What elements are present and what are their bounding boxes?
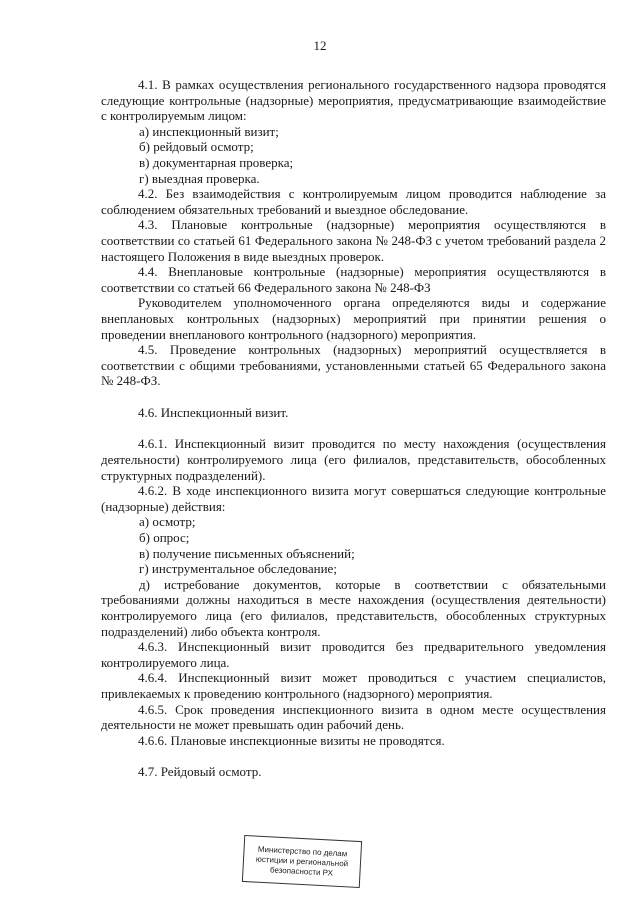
section-4-7-heading: 4.7. Рейдовый осмотр. xyxy=(138,764,262,780)
ministry-stamp xyxy=(242,835,362,888)
section-4-6-2-item-c: в) получение письменных объяснений; xyxy=(139,545,355,561)
section-4-6-2-intro: 4.6.2. В ходе инспекционного визита могут совершаться следующие контрольные (надзорные) действия: xyxy=(101,483,606,514)
section-4-6-heading: 4.6. Инспекционный визит. xyxy=(138,404,289,420)
section-4-6-2-item-a: а) осмотр; xyxy=(139,514,196,530)
section-4-3: 4.3. Плановые контрольные (надзорные) мероприятия осуществляются в соответствии со статьей 61 Федерального закона № 248-ФЗ с учетом требований раздела 2 настоящего Положения в виде выездных проверок. xyxy=(101,217,606,264)
document-body xyxy=(101,77,606,780)
section-4-6-2-item-e: д) истребование документов, которые в соответствии с обязательными требованиями должны находиться в месте нахождения (осуществления деятельности) контролируемого лица (его филиалов, представительств, обособленных структурных подразделений) либо объекта контроля. xyxy=(101,576,606,639)
spacer xyxy=(101,389,606,405)
section-4-6-2-item-d: г) инструментальное обследование; xyxy=(139,561,337,577)
section-4-1-item-b: б) рейдовый осмотр; xyxy=(139,139,254,155)
section-4-5: 4.5. Проведение контрольных (надзорных) мероприятий осуществляется в соответствии с общими требованиями, установленными статьей 65 Федерального закона № 248-ФЗ. xyxy=(101,342,606,389)
section-4-1-item-c: в) документарная проверка; xyxy=(139,154,294,170)
section-4-1-intro: 4.1. В рамках осуществления регионального государственного надзора проводятся следующие контрольные (надзорные) мероприятия, предусматривающие взаимодействие с контролируемым лицом: xyxy=(101,77,606,124)
section-4-6-6: 4.6.6. Плановые инспекционные визиты не проводятся. xyxy=(138,732,445,748)
stamp-line-3: безопасности РХ xyxy=(269,864,334,878)
spacer xyxy=(101,420,606,436)
page-number: 12 xyxy=(313,38,327,53)
section-4-6-4: 4.6.4. Инспекционный визит может проводиться с участием специалистов, привлекаемых к проведению контрольного (надзорного) мероприятия. xyxy=(101,670,606,701)
spacer xyxy=(101,748,606,764)
section-4-6-1: 4.6.1. Инспекционный визит проводится по месту нахождения (осуществления деятельности) контролируемого лица (его филиалов, представительств, обособленных структурных подразделений). xyxy=(101,436,606,483)
section-4-1-item-a: а) инспекционный визит; xyxy=(139,123,279,139)
section-4-4-note: Руководителем уполномоченного органа определяются виды и содержание внеплановых контрольных (надзорных) мероприятий при принятии решения о проведении внепланового контрольного (надзорного) мероприятия. xyxy=(101,295,606,342)
section-4-4: 4.4. Внеплановые контрольные (надзорные) мероприятия осуществляются в соответствии со статьей 66 Федерального закона № 248-ФЗ xyxy=(101,264,606,295)
section-4-1-item-d: г) выездная проверка. xyxy=(139,170,260,186)
stamp-line-2: юстиции и региональной xyxy=(255,854,349,868)
section-4-6-5: 4.6.5. Срок проведения инспекционного визита в одном месте осуществления деятельности не может превышать один рабочий день. xyxy=(101,701,606,733)
section-4-6-3: 4.6.3. Инспекционный визит проводится без предварительного уведомления контролируемого лица. xyxy=(101,639,606,670)
section-4-6-2-item-b: б) опрос; xyxy=(139,530,190,546)
section-4-2: 4.2. Без взаимодействия с контролируемым лицом проводится наблюдение за соблюдением обязательных требований и выездное обследование. xyxy=(101,186,606,217)
stamp-line-1: Министерство по делам xyxy=(257,844,348,858)
